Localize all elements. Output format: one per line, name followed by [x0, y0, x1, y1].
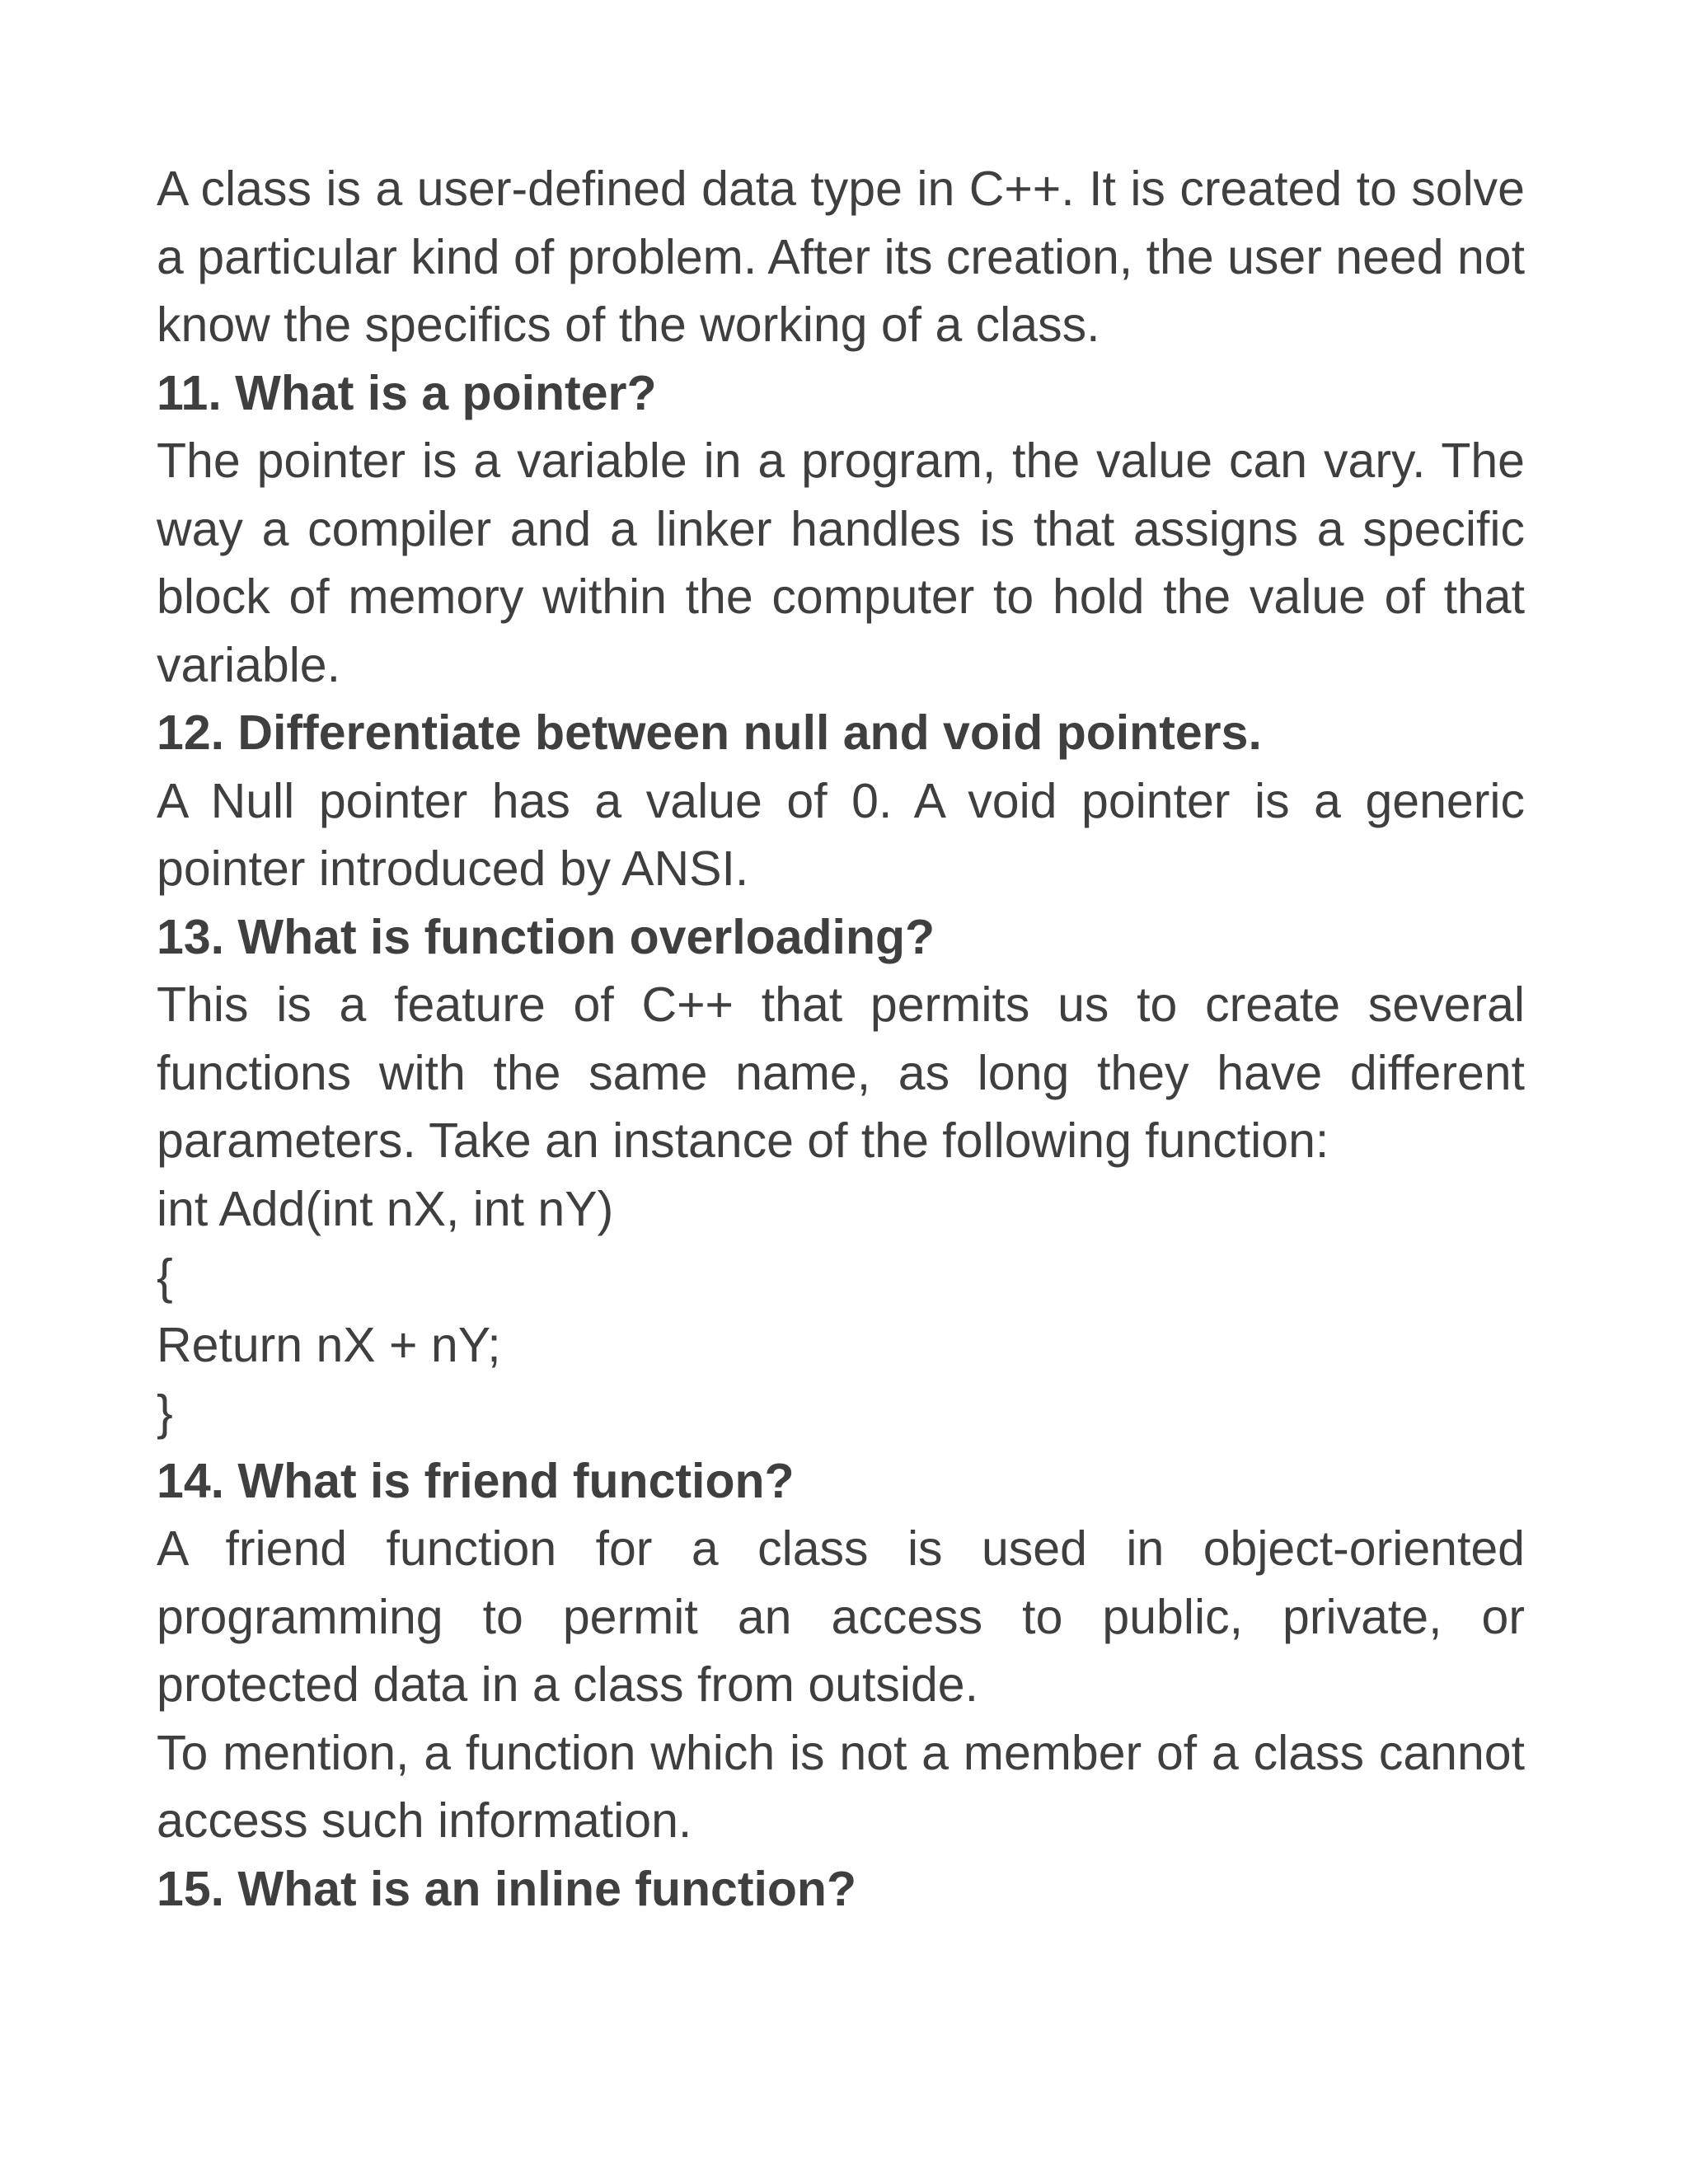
code-line: int Add(int nX, int nY)	[157, 1181, 614, 1236]
question-14-answer: A friend function for a class is used in object-oriented programming to permit an access to public, private, or protected data in a class from outside.	[157, 1521, 1525, 1712]
code-line: Return nX + nY;	[157, 1317, 501, 1372]
question-13-answer: This is a feature of C++ that permits us to create several functions with the same name, as long they have different parameters. Take an instance of the following function:	[157, 977, 1525, 1168]
question-11-answer: The pointer is a variable in a program, the value can vary. The way a compiler and a linker handles is that assigns a specific block of memory within the computer to hold the value of that variable.	[157, 434, 1525, 692]
question-11-heading: 11. What is a pointer?	[157, 365, 657, 420]
code-line: }	[157, 1385, 173, 1440]
question-12-heading: 12. Differentiate between null and void pointers.	[157, 705, 1262, 760]
code-snippet	[157, 1175, 1525, 1447]
code-line: {	[157, 1249, 173, 1304]
question-14-heading: 14. What is friend function?	[157, 1453, 795, 1508]
question-15-heading: 15. What is an inline function?	[157, 1861, 856, 1916]
document-page	[157, 155, 1525, 1923]
question-13-heading: 13. What is function overloading?	[157, 909, 935, 964]
intro-paragraph: A class is a user-defined data type in C++. It is created to solve a particular kind of problem. After its creation, the user need not know the specifics of the working of a class.	[157, 162, 1525, 352]
question-12-answer: A Null pointer has a value of 0. A void pointer is a generic pointer introduced by ANSI.	[157, 773, 1525, 896]
question-14-answer-continued: To mention, a function which is not a member of a class cannot access such information.	[157, 1725, 1525, 1848]
